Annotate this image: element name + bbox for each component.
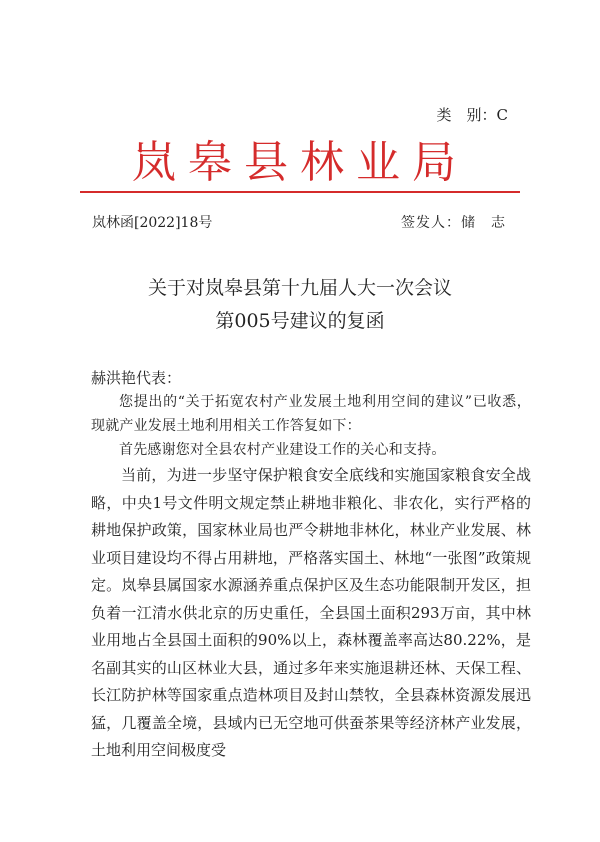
letter-body: [91, 366, 531, 765]
category-value: C: [496, 106, 508, 124]
salutation: 赫洪艳代表：: [91, 369, 182, 387]
signer-line: [401, 212, 506, 232]
title-line-2: 第005号建议的复函: [215, 310, 385, 332]
signer-name: 储 志: [461, 215, 506, 231]
paragraph-acknowledgement: 您提出的“关于拓宽农村产业发展土地利用空间的建议”已收悉，现就产业发展土地利用相关工作答复如下：: [91, 394, 531, 434]
category-label: 类 别：: [436, 106, 497, 124]
paragraph-main: 当前，为进一步坚守保护粮食安全底线和实施国家粮食安全战略，中央1号文件明文规定禁止耕地非粮化、非农化，实行严格的耕地保护政策，国家林业局也严令耕地非林化，林业产业发展、林业项目建设均不得占用耕地，严格落实国土、林地“一张图”政策规定。岚皋县属国家水源涵养重点保护区及生态功能限制开发区，担负着一江清水供北京的历史重任，全县国土面积293万亩，其中林业用地占全县国土面积的90%以上，森林覆盖率高达80.22%，是名副其实的山区林业大县，通过多年来实施退耕还林、天保工程、长江防护林等国家重点造林项目及封山禁牧，全县森林资源发展迅猛，几覆盖全境，县域内已无空地可供蚕茶果等经济林产业发展，土地利用空间极度受: [91, 466, 531, 759]
document-title: [0, 272, 600, 338]
paragraph-thanks: 首先感谢您对全县农村产业建设工作的关心和支持。: [119, 442, 446, 458]
title-line-1: 关于对岚皋县第十九届人大一次会议: [147, 277, 452, 299]
document-number: 岚林函[2022]18号: [92, 215, 213, 231]
signer-label: 签发人：: [401, 215, 461, 231]
agency-name: 岚皋县林业局: [132, 137, 468, 188]
category-line: [437, 104, 509, 125]
red-divider-line: [80, 191, 520, 193]
